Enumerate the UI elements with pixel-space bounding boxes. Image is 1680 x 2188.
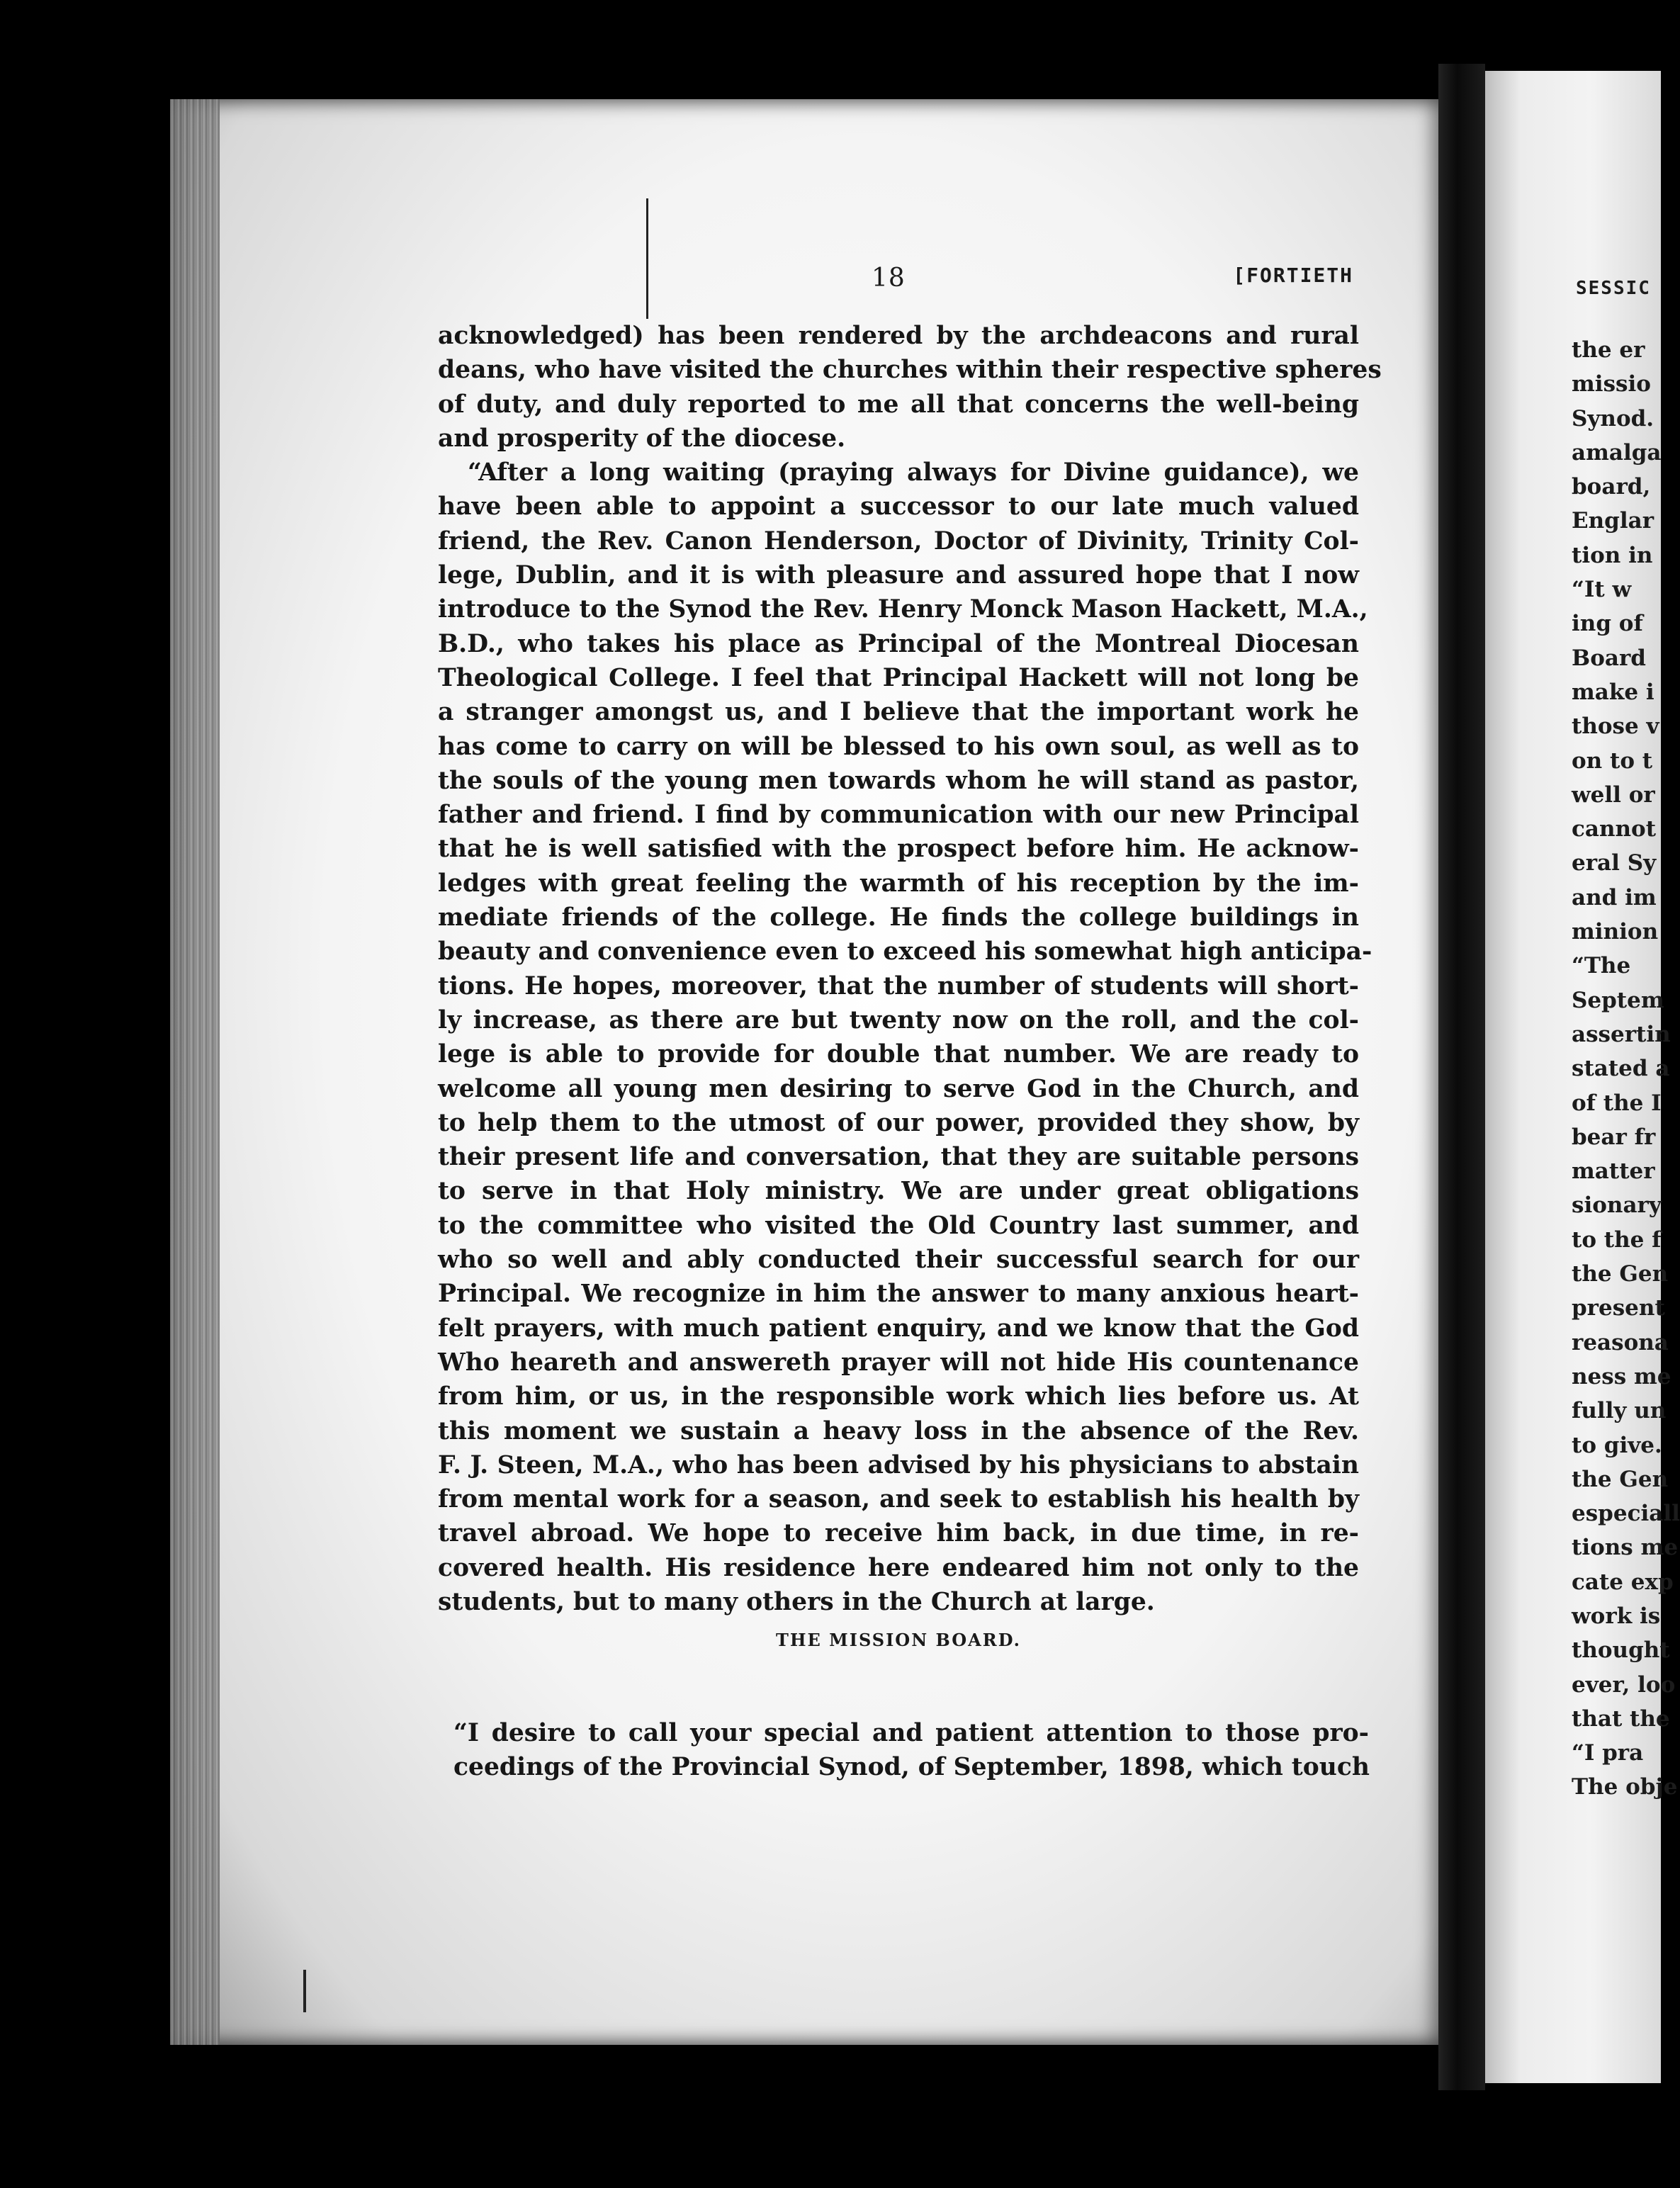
right-page-line: board,: [1572, 474, 1651, 500]
right-page-line: work is: [1572, 1603, 1661, 1629]
scan-mark: [303, 1970, 306, 2012]
right-page-line: tions me: [1572, 1535, 1679, 1561]
text-line: a stranger amongst us, and I believe that the important work he: [438, 698, 1359, 727]
text-line: and prosperity of the diocese.: [438, 424, 846, 453]
text-line: lege, Dublin, and it is with pleasure and assured hope that I now: [438, 561, 1359, 590]
text-line: travel abroad. We hope to receive him back, in due time, in re-: [438, 1519, 1359, 1548]
text-line: felt prayers, with much patient enquiry, and we know that the God: [438, 1314, 1359, 1343]
right-page-line: assertin: [1572, 1021, 1671, 1047]
right-page-text: [1572, 333, 1680, 1805]
right-page-line: missio: [1572, 371, 1651, 397]
right-page-line: cannot: [1572, 816, 1657, 842]
right-page-line: bear fr: [1572, 1124, 1656, 1150]
book-gutter: [1438, 64, 1485, 2090]
right-page-line: ever, loo: [1572, 1671, 1676, 1698]
right-page-line: on to t: [1572, 748, 1653, 774]
right-page-line: tion in: [1572, 542, 1653, 568]
right-page-line: ness me: [1572, 1363, 1671, 1389]
text-line: this moment we sustain a heavy loss in the absence of the Rev.: [438, 1416, 1359, 1445]
right-page-line: matter: [1572, 1158, 1655, 1185]
page-number: 18: [872, 264, 906, 293]
text-line: has come to carry on will be blessed to his own soul, as well as to: [438, 732, 1359, 761]
text-line: to serve in that Holy ministry. We are under great obligations: [438, 1177, 1359, 1206]
right-page-line: fully un: [1572, 1398, 1667, 1424]
right-page-line: eral Sy: [1572, 850, 1657, 876]
right-page-line: minion: [1572, 919, 1659, 945]
right-page-line: make i: [1572, 679, 1654, 705]
body-text-continued: [453, 1716, 1369, 1785]
page-edges: [170, 99, 220, 2045]
right-page-line: reasona: [1572, 1329, 1669, 1355]
body-text: [438, 319, 1382, 1619]
text-line: welcome all young men desiring to serve God in the Church, and: [438, 1074, 1359, 1103]
text-line: ledges with great feeling the warmth of his reception by the im-: [438, 869, 1359, 898]
right-page-running-head: SESSIC: [1576, 278, 1651, 299]
text-line: B.D., who takes his place as Principal of the Montreal Diocesan: [438, 629, 1359, 658]
text-line: deans, who have visited the churches within their respective spheres: [438, 356, 1382, 385]
right-page-line: the Gen: [1572, 1261, 1669, 1287]
right-page-line: those v: [1572, 714, 1659, 740]
text-line: to the committee who visited the Old Country last summer, and: [438, 1211, 1359, 1240]
right-page-line: the er: [1572, 337, 1645, 363]
text-line: students, but to many others in the Church at large.: [438, 1587, 1155, 1616]
right-page-line: to give.: [1572, 1432, 1662, 1458]
text-line: that he is well satisfied with the prospect before him. He acknow-: [438, 835, 1359, 864]
right-page-line: and im: [1572, 884, 1657, 910]
text-line: the souls of the young men towards whom he will stand as pastor,: [438, 766, 1359, 795]
right-page-line: to the f: [1572, 1226, 1662, 1253]
right-page-line: “I pra: [1572, 1740, 1644, 1766]
right-page-line: cate exp: [1572, 1569, 1674, 1595]
text-line: covered health. His residence here endeared him not only to the: [438, 1553, 1359, 1582]
section-heading: THE MISSION BOARD.: [775, 1630, 1022, 1650]
right-page-line: ing of: [1572, 611, 1643, 637]
text-line: their present life and conversation, that they are suitable persons: [438, 1143, 1359, 1172]
right-page-line: stated a: [1572, 1056, 1670, 1082]
text-line: F. J. Steen, M.A., who has been advised by his physicians to abstain: [438, 1450, 1359, 1479]
text-line: friend, the Rev. Canon Henderson, Doctor of Divinity, Trinity Col-: [438, 526, 1359, 556]
text-line: ly increase, as there are but twenty now on the roll, and the col-: [438, 1005, 1359, 1034]
text-line: who so well and ably conducted their successful search for our: [438, 1246, 1359, 1275]
right-page-line: amalga: [1572, 439, 1662, 466]
right-page-line: “The: [1572, 953, 1631, 979]
text-line: of duty, and duly reported to me all that concerns the well-being: [438, 390, 1359, 419]
running-head-title: [FORTIETH: [1233, 264, 1353, 287]
right-page-line: Septem: [1572, 987, 1664, 1013]
right-page-line: Board: [1572, 645, 1646, 671]
text-line: lege is able to provide for double that number. We are ready to: [438, 1040, 1359, 1069]
text-line: Principal. We recognize in him the answer to many anxious heart-: [438, 1280, 1359, 1309]
text-line: Who heareth and answereth prayer will not hide His countenance: [438, 1348, 1359, 1377]
text-line: mediate friends of the college. He finds the college buildings in: [438, 903, 1359, 932]
text-line: introduce to the Synod the Rev. Henry Monck Mason Hackett, M.A.,: [438, 595, 1368, 624]
right-page-line: sionary: [1572, 1192, 1662, 1219]
text-line: beauty and convenience even to exceed his somewhat high anticipa-: [438, 937, 1372, 966]
right-page-line: Englar: [1572, 508, 1654, 534]
right-page-line: that the: [1572, 1705, 1670, 1732]
right-page-line: Synod.: [1572, 405, 1654, 432]
right-page-line: especiall: [1572, 1501, 1680, 1527]
right-page-line: present: [1572, 1295, 1665, 1321]
text-line: have been able to appoint a successor to our late much valued: [438, 492, 1359, 521]
text-line: Theological College. I feel that Principal Hackett will not long be: [438, 663, 1359, 692]
text-line: acknowledged) has been rendered by the archdeacons and rural: [438, 322, 1359, 350]
text-line: from mental work for a season, and seek to establish his health by: [438, 1485, 1359, 1514]
text-line: father and friend. I find by communication with our new Principal: [438, 801, 1359, 830]
text-line: to help them to the utmost of our power, provided they show, by: [438, 1108, 1359, 1137]
text-line: from him, or us, in the responsible work which lies before us. At: [438, 1382, 1359, 1411]
running-head: [432, 264, 1353, 306]
text-line: “After a long waiting (praying always for Divine guidance), we: [468, 458, 1359, 487]
right-page-line: of the I: [1572, 1090, 1662, 1116]
right-page-line: thought: [1572, 1637, 1670, 1664]
text-line: tions. He hopes, moreover, that the number of students will short-: [438, 971, 1359, 1000]
text-line: “I desire to call your special and patient attention to those pro-: [453, 1719, 1369, 1747]
text-line: ceedings of the Provincial Synod, of September, 1898, which touch: [453, 1753, 1370, 1782]
right-page-line: the Gen: [1572, 1466, 1669, 1492]
right-page-line: “It w: [1572, 577, 1632, 603]
right-page-line: The obje: [1572, 1774, 1678, 1800]
right-page-line: well or: [1572, 782, 1655, 808]
